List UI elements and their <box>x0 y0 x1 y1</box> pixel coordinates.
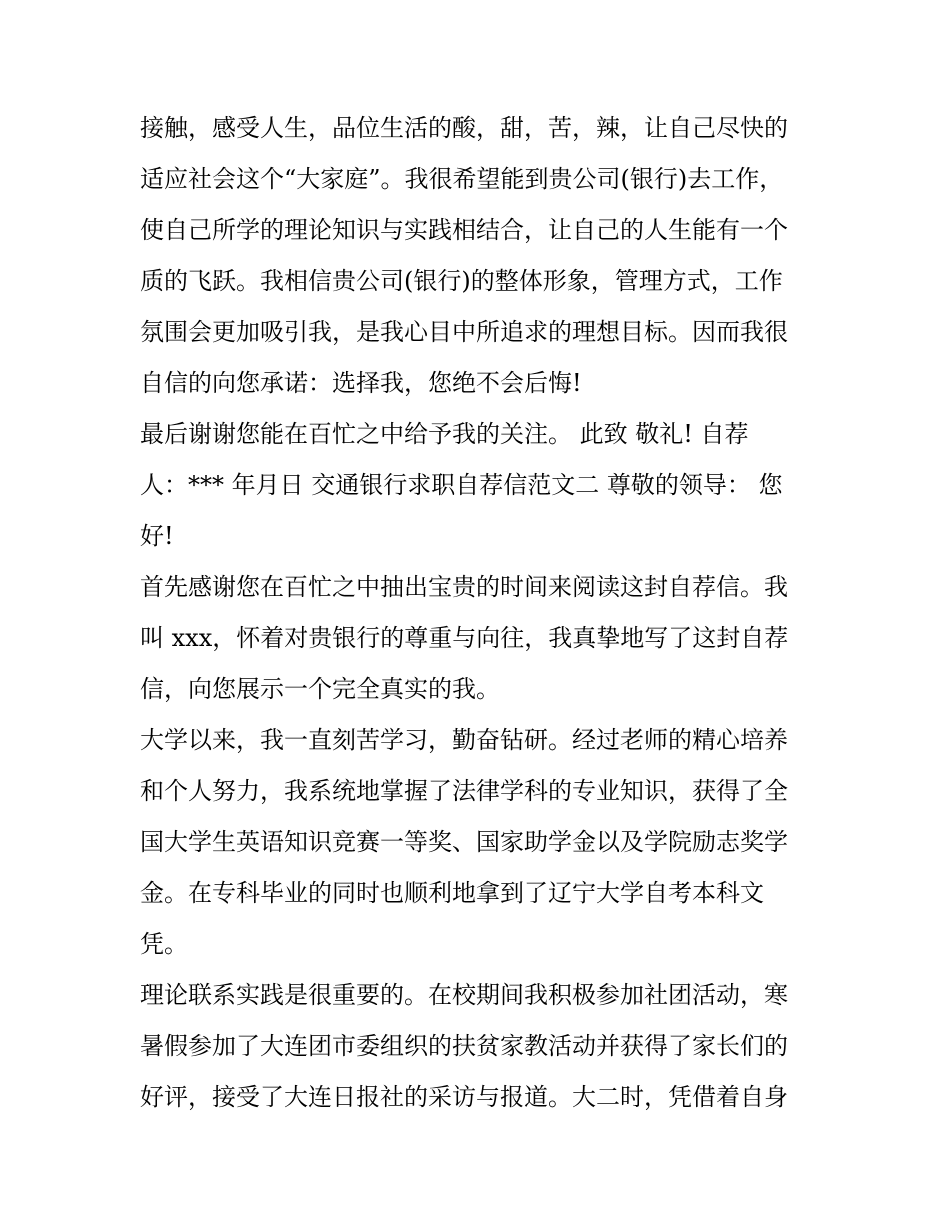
text-line: 信，向您展示一个完全真实的我。 <box>140 675 500 703</box>
text-line: 好! <box>140 522 174 550</box>
text-line: 最后谢谢您能在百忙之中给予我的关注。 此致 敬礼! 自荐 <box>140 420 749 448</box>
text-line: 使自己所学的理论知识与实践相结合，让自己的人生能有一个 <box>140 216 788 244</box>
text-line: 金。在专科毕业的同时也顺利地拿到了辽宁大学自考本科文 <box>140 879 764 907</box>
text-line: 好评，接受了大连日报社的采访与报道。大二时，凭借着自身 <box>140 1083 788 1111</box>
text-line: 自信的向您承诺：选择我，您绝不会后悔! <box>140 369 582 397</box>
text-line: 凭。 <box>140 930 188 958</box>
text-line: 和个人努力，我系统地掌握了法律学科的专业知识，获得了全 <box>140 777 788 805</box>
text-line: 质的飞跃。我相信贵公司(银行)的整体形象，管理方式，工作 <box>140 267 783 295</box>
letter-body <box>140 103 820 1123</box>
text-line: 国大学生英语知识竞赛一等奖、国家助学金以及学院励志奖学 <box>140 828 788 856</box>
text-line: 氛围会更加吸引我，是我心目中所追求的理想目标。因而我很 <box>140 318 788 346</box>
text-line: 适应社会这个“大家庭”。我很希望能到贵公司(银行)去工作， <box>140 165 784 193</box>
text-line: 叫 xxx，怀着对贵银行的尊重与向往，我真挚地写了这封自荐 <box>140 624 789 652</box>
text-line: 首先感谢您在百忙之中抽出宝贵的时间来阅读这封自荐信。我 <box>140 573 788 601</box>
text-line: 理论联系实践是很重要的。在校期间我积极参加社团活动，寒 <box>140 981 788 1009</box>
text-line: 人：*** 年月日 交通银行求职自荐信范文二 尊敬的领导： 您 <box>140 471 783 499</box>
text-line: 暑假参加了大连团市委组织的扶贫家教活动并获得了家长们的 <box>140 1032 788 1060</box>
text-line: 大学以来，我一直刻苦学习，勤奋钻研。经过老师的精心培养 <box>140 726 788 754</box>
text-line: 接触，感受人生，品位生活的酸，甜，苦，辣，让自己尽快的 <box>140 114 788 142</box>
